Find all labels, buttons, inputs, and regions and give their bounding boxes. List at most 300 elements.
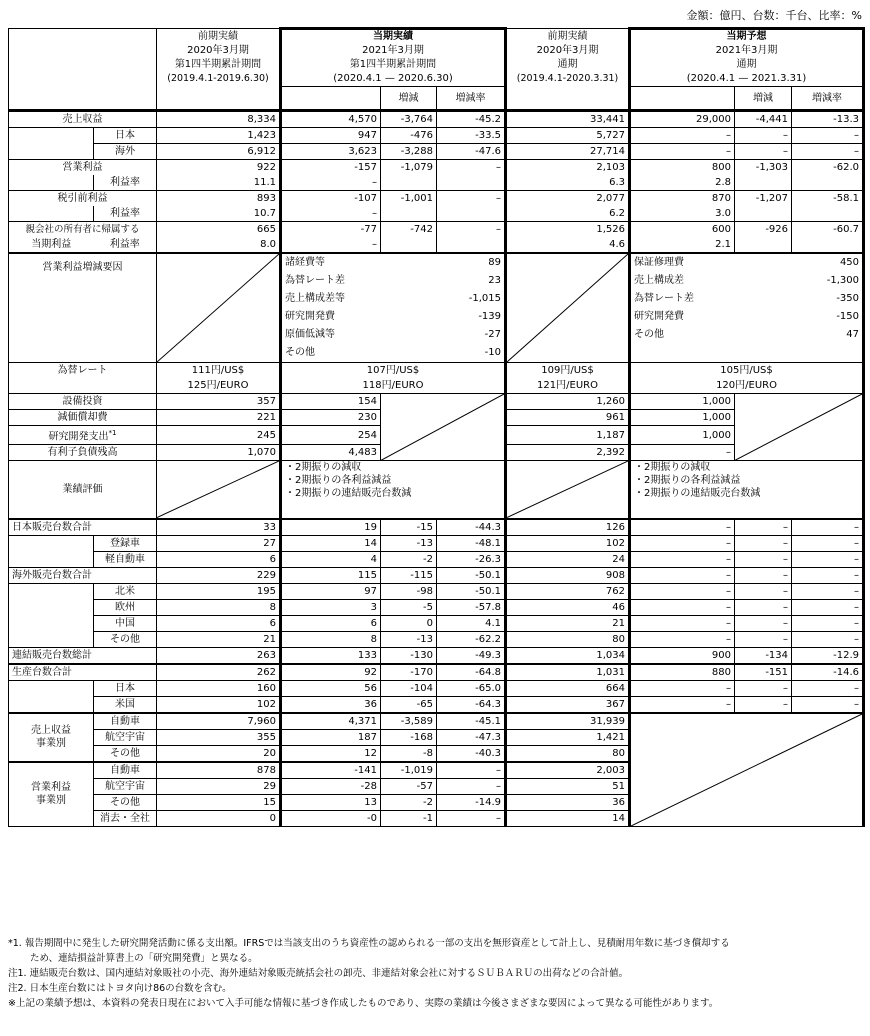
cell: 221 bbox=[157, 410, 281, 426]
factor-item bbox=[634, 254, 859, 272]
cell: – bbox=[735, 583, 792, 599]
row-label-cons: 連結販売台数総計 bbox=[9, 647, 157, 664]
segment-label: 事業別 bbox=[36, 795, 66, 807]
cell: -3,764 bbox=[381, 111, 437, 128]
cell: – bbox=[630, 599, 735, 615]
indent bbox=[9, 696, 94, 713]
factors-forecast bbox=[630, 253, 864, 363]
row-label-kei: 軽自動車 bbox=[94, 551, 157, 567]
header-prev-full-l3: 通期 bbox=[557, 58, 578, 70]
row-label-sales: 売上収益 bbox=[9, 111, 157, 128]
cell: – bbox=[735, 567, 792, 583]
row-label-factors: 営業利益増減要因 bbox=[9, 253, 157, 363]
cell: 15 bbox=[157, 794, 281, 810]
cell: – bbox=[735, 696, 792, 713]
cell: -107 bbox=[281, 191, 381, 207]
cell: 8 bbox=[157, 599, 281, 615]
header-prev-q-l1: 前期実績 bbox=[198, 30, 238, 42]
cell: 880 bbox=[630, 664, 735, 681]
diagonal-cell bbox=[506, 253, 630, 363]
cell: -12.9 bbox=[792, 647, 864, 664]
header-fc-l3: 通期 bbox=[736, 59, 757, 70]
cell: 80 bbox=[506, 631, 630, 647]
cell: -1,303 bbox=[735, 160, 792, 191]
header-cur-q-l1: 当期実績 bbox=[373, 31, 413, 42]
row-label-reg: 登録車 bbox=[94, 535, 157, 551]
cell: 878 bbox=[157, 762, 281, 779]
cell: – bbox=[792, 144, 864, 160]
segment-row-label: 自動車 bbox=[94, 713, 157, 730]
indent bbox=[9, 631, 94, 647]
cell: – bbox=[792, 680, 864, 696]
cell: – bbox=[735, 535, 792, 551]
cell: -50.1 bbox=[437, 583, 506, 599]
cell: -60.7 bbox=[792, 222, 864, 254]
cell: 1,070 bbox=[157, 445, 281, 461]
cell: 1,421 bbox=[506, 729, 630, 745]
cell: -141 bbox=[281, 762, 381, 779]
factor-item bbox=[634, 308, 859, 326]
row-label-fx: 為替レート bbox=[9, 363, 157, 379]
cell: -1,019 bbox=[381, 762, 437, 779]
cell: 1,423 bbox=[157, 128, 281, 144]
row-label-oth: その他 bbox=[94, 631, 157, 647]
factor-value: -350 bbox=[836, 293, 860, 304]
header-cur-q-l3: 第1四半期累計期間 bbox=[349, 59, 437, 70]
footnote: 注2. 日本生産台数にはトヨタ向け86の台数を含む。 bbox=[8, 983, 232, 994]
cell: 11.1 bbox=[157, 175, 281, 191]
header-fc-l4: (2020.4.1 — 2021.3.31) bbox=[686, 73, 807, 84]
cell: 245 bbox=[157, 426, 281, 445]
fx-prev-full-usd: 109円/US$ bbox=[506, 363, 630, 379]
fx-cur-q-usd: 107円/US$ bbox=[281, 363, 506, 379]
cell: 29,000 bbox=[630, 111, 735, 128]
cell: 4 bbox=[281, 551, 381, 567]
factor-label: 売上構成差 bbox=[634, 275, 685, 286]
cell: -47.6 bbox=[437, 144, 506, 160]
factor-item bbox=[285, 344, 501, 362]
cell: 7,960 bbox=[157, 713, 281, 730]
header-cur-rate: 増減率 bbox=[437, 87, 506, 111]
cell: -64.3 bbox=[437, 696, 506, 713]
header-fc-rate: 増減率 bbox=[792, 87, 864, 111]
factor-item bbox=[285, 308, 501, 326]
cell: 20 bbox=[157, 745, 281, 762]
cell: – bbox=[630, 583, 735, 599]
factors-current-list bbox=[285, 254, 501, 362]
factors-forecast-list bbox=[634, 254, 859, 344]
row-label-capex: 設備投資 bbox=[9, 394, 157, 410]
cell: -64.8 bbox=[437, 664, 506, 681]
cell: 961 bbox=[506, 410, 630, 426]
row-label-rd bbox=[9, 426, 157, 445]
cell: 1,526 bbox=[506, 222, 630, 238]
cell: 230 bbox=[281, 410, 381, 426]
cell: -48.1 bbox=[437, 535, 506, 551]
cell: 893 bbox=[157, 191, 281, 207]
cell: – bbox=[281, 237, 381, 253]
cell: 947 bbox=[281, 128, 381, 144]
row-label-net-2: 当期利益 bbox=[9, 237, 94, 253]
footnote: *1. 報告期間中に発生した研究開発活動に係る支出額。IFRSでは当該支出のうち資産性の認められる一部の支出を無形資産として計上し、見積耐用年数に基づき償却する bbox=[8, 938, 730, 949]
fx-prev-q-eur: 125円/EURO bbox=[157, 378, 281, 394]
segment-row-label: その他 bbox=[94, 794, 157, 810]
cell: – bbox=[735, 615, 792, 631]
row-label-seg_sales bbox=[9, 713, 94, 762]
indent bbox=[9, 680, 94, 696]
header-prev-q bbox=[157, 29, 281, 87]
eval-current-line: ・2期振りの減収 bbox=[285, 462, 362, 474]
cell: 762 bbox=[506, 583, 630, 599]
factor-value: 47 bbox=[846, 329, 860, 340]
factor-value: -1,300 bbox=[826, 275, 860, 286]
row-label-pretax: 税引前利益 bbox=[9, 191, 157, 207]
cell: 102 bbox=[506, 535, 630, 551]
cell: 126 bbox=[506, 519, 630, 536]
cell: – bbox=[437, 762, 506, 779]
factor-label: 研究開発費 bbox=[634, 311, 685, 322]
cell: 908 bbox=[506, 567, 630, 583]
header-prev-q-sub bbox=[157, 87, 281, 111]
cell: 187 bbox=[281, 729, 381, 745]
cell: – bbox=[792, 583, 864, 599]
cell: 1,000 bbox=[630, 426, 735, 445]
cell: – bbox=[792, 551, 864, 567]
factor-label: その他 bbox=[285, 347, 315, 358]
factor-item bbox=[634, 290, 859, 308]
cell: 2,103 bbox=[506, 160, 630, 176]
rd-footnote-mark: *1 bbox=[108, 429, 117, 437]
cell: – bbox=[735, 128, 792, 144]
fx-prev-q-usd: 111円/US$ bbox=[157, 363, 281, 379]
cell: – bbox=[630, 144, 735, 160]
cell: -0 bbox=[281, 810, 381, 826]
cell: -2 bbox=[381, 794, 437, 810]
cell: -134 bbox=[735, 647, 792, 664]
cell: -130 bbox=[381, 647, 437, 664]
header-prev-full-l2: 2020年3月期 bbox=[536, 44, 599, 56]
row-label-net: 親会社の所有者に帰属する bbox=[9, 222, 157, 238]
header-fc-l2: 2021年3月期 bbox=[715, 45, 778, 56]
cell: -4,441 bbox=[735, 111, 792, 128]
factors-current bbox=[281, 253, 506, 363]
cell: -45.2 bbox=[437, 111, 506, 128]
cell: 922 bbox=[157, 160, 281, 176]
cell: 3.0 bbox=[630, 206, 735, 222]
row-label-op: 営業利益 bbox=[9, 160, 157, 176]
cell: 3,623 bbox=[281, 144, 381, 160]
cell: 6 bbox=[157, 551, 281, 567]
header-cur-q-amount bbox=[281, 87, 381, 111]
cell: -3,288 bbox=[381, 144, 437, 160]
segment-rows bbox=[9, 713, 864, 827]
cell: – bbox=[792, 615, 864, 631]
cell: 8.0 bbox=[157, 237, 281, 253]
cell: -1,079 bbox=[381, 160, 437, 191]
fx-fc-usd: 105円/US$ bbox=[630, 363, 864, 379]
cell: 870 bbox=[630, 191, 735, 207]
cell: – bbox=[792, 696, 864, 713]
cell: 8 bbox=[281, 631, 381, 647]
eval-forecast-line: ・2期振りの各利益減益 bbox=[634, 475, 741, 487]
cell: – bbox=[792, 567, 864, 583]
segment-row-label: 自動車 bbox=[94, 762, 157, 779]
fx-fc-eur: 120円/EURO bbox=[630, 378, 864, 394]
factor-label: 為替レート差 bbox=[285, 275, 345, 286]
cell: – bbox=[630, 615, 735, 631]
diagonal-cell bbox=[157, 253, 281, 363]
cell: -28 bbox=[281, 778, 381, 794]
factor-item bbox=[285, 326, 501, 344]
eval-current-line: ・2期振りの連結販売台数減 bbox=[285, 488, 412, 500]
units-caption: 金額：億円、台数：千台、比率：% bbox=[686, 9, 862, 22]
cell: 2,003 bbox=[506, 762, 630, 779]
cell: -157 bbox=[281, 160, 381, 176]
header-prev-full-l1: 前期実績 bbox=[547, 30, 588, 42]
header-cur-q-l2: 2021年3月期 bbox=[362, 45, 424, 56]
cell: -57.8 bbox=[437, 599, 506, 615]
cell: – bbox=[735, 631, 792, 647]
diagonal-cell bbox=[630, 713, 864, 827]
cell: 1,000 bbox=[630, 394, 735, 410]
factor-item bbox=[634, 272, 859, 290]
cell: 10.7 bbox=[157, 206, 281, 222]
row-label-japan: 日本 bbox=[94, 128, 157, 144]
row-label-pjp: 日本 bbox=[94, 680, 157, 696]
indent bbox=[9, 535, 94, 551]
cell: 33 bbox=[157, 519, 281, 536]
cell: – bbox=[792, 128, 864, 144]
cell: 80 bbox=[506, 745, 630, 762]
cell: -77 bbox=[281, 222, 381, 238]
row-label-na: 北米 bbox=[94, 583, 157, 599]
factor-value: 23 bbox=[488, 275, 502, 286]
cell: – bbox=[437, 810, 506, 826]
factor-value: -150 bbox=[836, 311, 860, 322]
cell: 24 bbox=[506, 551, 630, 567]
cell: – bbox=[735, 599, 792, 615]
cell: -5 bbox=[381, 599, 437, 615]
cell: 1,031 bbox=[506, 664, 630, 681]
cell: -151 bbox=[735, 664, 792, 681]
cell: 600 bbox=[630, 222, 735, 238]
unit-rows bbox=[9, 519, 864, 713]
cell: 27 bbox=[157, 535, 281, 551]
factor-value: -139 bbox=[478, 311, 502, 322]
eval-forecast bbox=[630, 461, 864, 519]
header-fc-l1: 当期予想 bbox=[726, 31, 767, 42]
cell: 4,483 bbox=[281, 445, 381, 461]
cell: 367 bbox=[506, 696, 630, 713]
cell: 12 bbox=[281, 745, 381, 762]
cell: -926 bbox=[735, 222, 792, 254]
cell: – bbox=[792, 519, 864, 536]
cell: 33,441 bbox=[506, 111, 630, 128]
factor-label: 売上構成差等 bbox=[285, 293, 345, 304]
diagonal-cell bbox=[381, 394, 506, 461]
cell: 195 bbox=[157, 583, 281, 599]
header-prev-q-l4: (2019.4.1-2019.6.30) bbox=[167, 72, 269, 84]
row-label-net-rate: 利益率 bbox=[94, 237, 157, 253]
cell: -26.3 bbox=[437, 551, 506, 567]
eval-current bbox=[281, 461, 506, 519]
row-label-os_total: 海外販売台数合計 bbox=[9, 567, 157, 583]
indent bbox=[9, 206, 94, 222]
cell: 6.3 bbox=[506, 175, 630, 191]
row-label-prod: 生産台数合計 bbox=[9, 664, 157, 681]
cell: – bbox=[735, 519, 792, 536]
header-blank bbox=[9, 29, 157, 111]
segment-label: 事業別 bbox=[36, 738, 66, 750]
row-label-cn: 中国 bbox=[94, 615, 157, 631]
row-label-pus: 米国 bbox=[94, 696, 157, 713]
cell: – bbox=[630, 128, 735, 144]
segment-row-label: その他 bbox=[94, 745, 157, 762]
cell: 800 bbox=[630, 160, 735, 176]
cell: -14.6 bbox=[792, 664, 864, 681]
cell: 1,260 bbox=[506, 394, 630, 410]
cell: -57 bbox=[381, 778, 437, 794]
cell: 92 bbox=[281, 664, 381, 681]
diagonal-cell bbox=[735, 394, 864, 461]
cell: 160 bbox=[157, 680, 281, 696]
cell: – bbox=[630, 680, 735, 696]
cell: -3,589 bbox=[381, 713, 437, 730]
factor-label: 諸経費等 bbox=[285, 257, 325, 268]
cell: -170 bbox=[381, 664, 437, 681]
cell: 6 bbox=[157, 615, 281, 631]
header-fc-chg: 増減 bbox=[735, 87, 792, 111]
header-cur-chg: 増減 bbox=[381, 87, 437, 111]
cell: 2,392 bbox=[506, 445, 630, 461]
eval-forecast-line: ・2期振りの連結販売台数減 bbox=[634, 488, 761, 500]
indent bbox=[9, 599, 94, 615]
row-label-seg_op bbox=[9, 762, 94, 827]
footnote: ※上記の業績予想は、本資料の発表日現在において入手可能な情報に基づき作成したものであり、実際の業績は今後さまざまな要因によって異なる可能性があります。 bbox=[8, 998, 719, 1009]
segment-row-label: 航空宇宙 bbox=[94, 729, 157, 745]
cell: 36 bbox=[506, 794, 630, 810]
cell: 21 bbox=[157, 631, 281, 647]
cell: – bbox=[630, 551, 735, 567]
cell: 51 bbox=[506, 778, 630, 794]
cell: 8,334 bbox=[157, 111, 281, 128]
cell: – bbox=[792, 599, 864, 615]
cell: -44.3 bbox=[437, 519, 506, 536]
cell: 357 bbox=[157, 394, 281, 410]
cell: -14.9 bbox=[437, 794, 506, 810]
cell: -15 bbox=[381, 519, 437, 536]
cell: -40.3 bbox=[437, 745, 506, 762]
cell: – bbox=[792, 631, 864, 647]
cell: -8 bbox=[381, 745, 437, 762]
cell: – bbox=[792, 535, 864, 551]
header-prev-q-l2: 2020年3月期 bbox=[187, 44, 249, 56]
factor-label: その他 bbox=[634, 329, 665, 340]
cell: 5,727 bbox=[506, 128, 630, 144]
cell: – bbox=[630, 445, 735, 461]
cell: 2.8 bbox=[630, 175, 735, 191]
cell: – bbox=[437, 160, 506, 191]
header-prev-full bbox=[506, 29, 630, 87]
eval-forecast-line: ・2期振りの減収 bbox=[634, 462, 711, 474]
cell: -62.0 bbox=[792, 160, 864, 191]
cell: – bbox=[437, 778, 506, 794]
factor-value: 89 bbox=[488, 257, 502, 268]
header-cur-q bbox=[281, 29, 506, 87]
cell: -2 bbox=[381, 551, 437, 567]
cell: -115 bbox=[381, 567, 437, 583]
cell: 46 bbox=[506, 599, 630, 615]
cell: 27,714 bbox=[506, 144, 630, 160]
cell: 4,570 bbox=[281, 111, 381, 128]
cell: 3 bbox=[281, 599, 381, 615]
rd-label: 研究開発支出 bbox=[48, 431, 109, 443]
indent bbox=[9, 144, 94, 160]
cell: 1,187 bbox=[506, 426, 630, 445]
indent bbox=[9, 175, 94, 191]
cell: 102 bbox=[157, 696, 281, 713]
segment-row-label: 消去・全社 bbox=[94, 810, 157, 826]
row-label-jp_total: 日本販売台数合計 bbox=[9, 519, 157, 536]
eval-current-line: ・2期振りの各利益減益 bbox=[285, 475, 392, 487]
cell: 0 bbox=[157, 810, 281, 826]
factor-label: 原価低減等 bbox=[285, 329, 335, 340]
cell: 355 bbox=[157, 729, 281, 745]
cell: 6.2 bbox=[506, 206, 630, 222]
fx-prev-full-eur: 121円/EURO bbox=[506, 378, 630, 394]
cell: -13.3 bbox=[792, 111, 864, 128]
diagonal-cell bbox=[506, 461, 630, 519]
footnote: 注1. 連結販売台数は、国内連結対象販社の小売、海外連結対象販売統括会社の卸売、非連結対象会社に対するＳＵＢＡＲＵの出荷などの合計値。 bbox=[8, 968, 629, 979]
factor-value: -10 bbox=[484, 347, 502, 358]
cell: -476 bbox=[381, 128, 437, 144]
cell: 29 bbox=[157, 778, 281, 794]
cell: 263 bbox=[157, 647, 281, 664]
cell: 229 bbox=[157, 567, 281, 583]
cell: 97 bbox=[281, 583, 381, 599]
header-cur-q-l4: (2020.4.1 — 2020.6.30) bbox=[333, 73, 453, 84]
cell: 36 bbox=[281, 696, 381, 713]
cell: 31,939 bbox=[506, 713, 630, 730]
row-label-overseas: 海外 bbox=[94, 144, 157, 160]
cell: -58.1 bbox=[792, 191, 864, 222]
indent bbox=[9, 128, 94, 144]
cell: -13 bbox=[381, 631, 437, 647]
cell: 2.1 bbox=[630, 237, 735, 253]
cell: 115 bbox=[281, 567, 381, 583]
cell: – bbox=[281, 206, 381, 222]
cell: – bbox=[735, 144, 792, 160]
cell: 19 bbox=[281, 519, 381, 536]
cell: – bbox=[630, 567, 735, 583]
factor-item bbox=[285, 272, 501, 290]
factor-item bbox=[285, 254, 501, 272]
cell: – bbox=[630, 535, 735, 551]
factor-label: 研究開発費 bbox=[285, 311, 335, 322]
cell: -65.0 bbox=[437, 680, 506, 696]
row-label-eval: 業績評価 bbox=[9, 461, 157, 519]
cell: 154 bbox=[281, 394, 381, 410]
cell: – bbox=[630, 519, 735, 536]
factor-label: 為替レート差 bbox=[634, 293, 695, 304]
cell: -62.2 bbox=[437, 631, 506, 647]
cell: 4,371 bbox=[281, 713, 381, 730]
cell: -45.1 bbox=[437, 713, 506, 730]
cell: 4.1 bbox=[437, 615, 506, 631]
header-fc-amount bbox=[630, 87, 735, 111]
cell: -49.3 bbox=[437, 647, 506, 664]
cell: 664 bbox=[506, 680, 630, 696]
